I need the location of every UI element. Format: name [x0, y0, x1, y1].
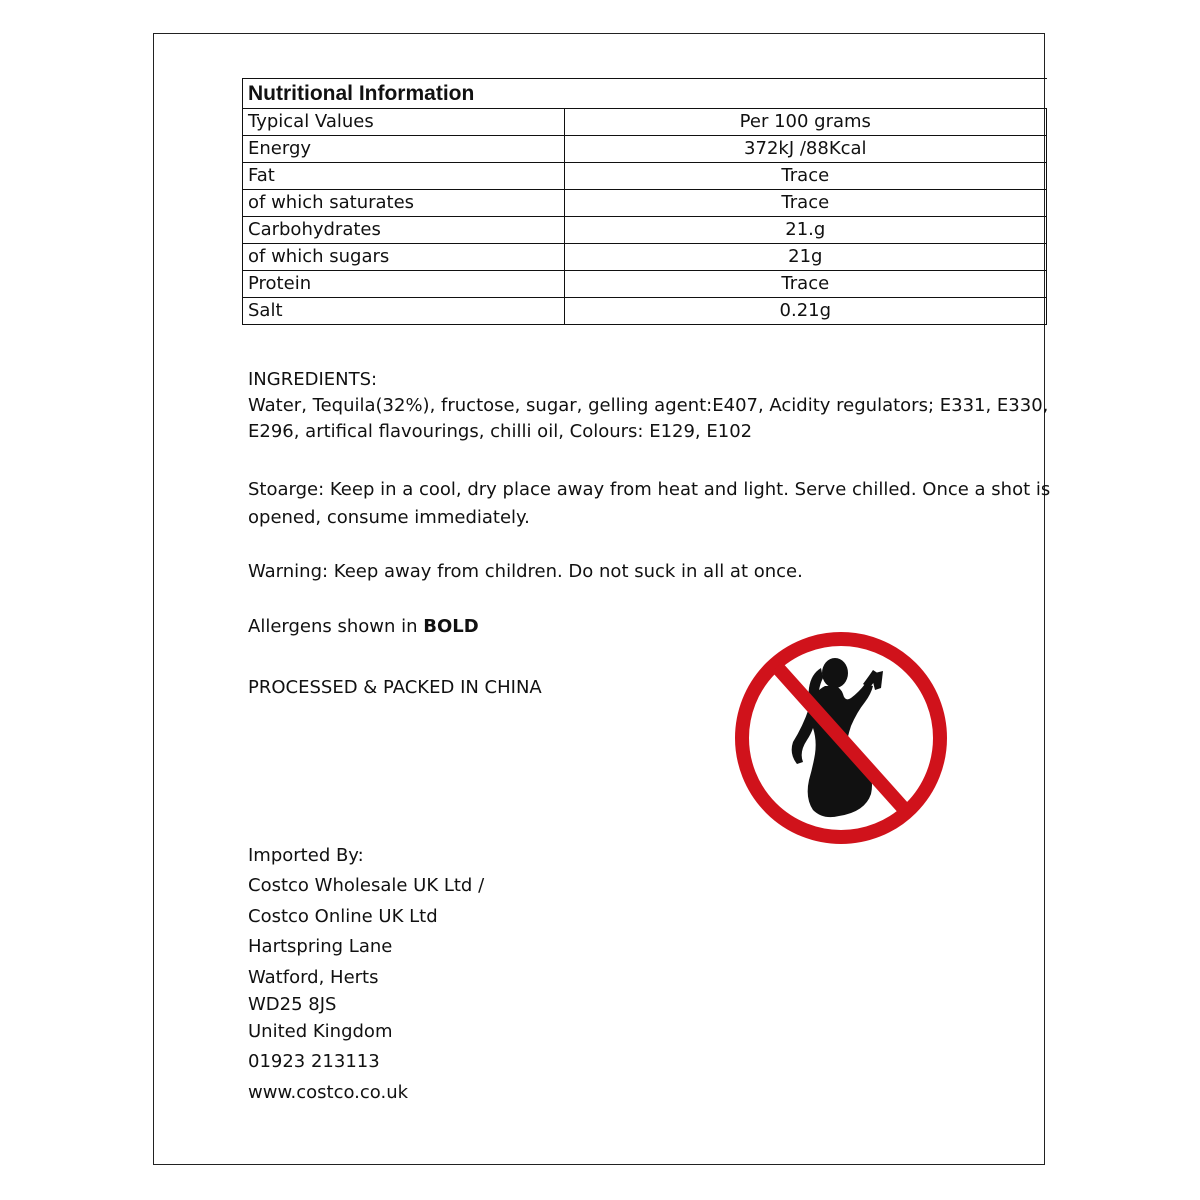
- ingredients-line: E296, artifical flavourings, chilli oil, Colours: E129, E102: [248, 421, 753, 442]
- nutrient-label: Protein: [243, 271, 565, 298]
- importer-phone: 01923 213113: [248, 1051, 380, 1072]
- nutrient-value: 21g: [564, 244, 1046, 271]
- importer-website: www.costco.co.uk: [248, 1082, 409, 1103]
- importer-postcode: WD25 8JS: [248, 994, 337, 1015]
- nutrient-value: 372kJ /88Kcal: [564, 136, 1046, 163]
- nutrient-label: of which saturates: [243, 190, 565, 217]
- table-row: [243, 136, 1047, 163]
- nutrition-title: Nutritional Information: [243, 79, 1047, 109]
- nutrient-value: Trace: [564, 271, 1046, 298]
- importer-country: United Kingdom: [248, 1021, 393, 1042]
- table-row: [243, 190, 1047, 217]
- nutrient-value: 0.21g: [564, 298, 1046, 325]
- table-row: [243, 163, 1047, 190]
- nutrient-value: Trace: [564, 190, 1046, 217]
- importer-street: Hartspring Lane: [248, 936, 393, 957]
- nutrient-label: of which sugars: [243, 244, 565, 271]
- nutrient-label: Salt: [243, 298, 565, 325]
- allergens-note: [248, 614, 479, 640]
- table-row: [243, 271, 1047, 298]
- allergens-prefix: Allergens shown in: [248, 616, 424, 637]
- importer-name: Costco Online UK Ltd: [248, 906, 438, 927]
- nutrient-value: Trace: [564, 163, 1046, 190]
- no-alcohol-during-pregnancy-icon: [733, 630, 949, 846]
- origin-text: PROCESSED & PACKED IN CHINA: [248, 677, 542, 698]
- storage-line: Stoarge: Keep in a cool, dry place away from heat and light. Serve chilled. Once a shot is: [248, 479, 1051, 500]
- nutrient-value: Per 100 grams: [564, 109, 1046, 136]
- table-row: [243, 109, 1047, 136]
- nutrient-label: Fat: [243, 163, 565, 190]
- table-row: [243, 298, 1047, 325]
- nutrient-label: Energy: [243, 136, 565, 163]
- importer-name: Costco Wholesale UK Ltd /: [248, 875, 485, 896]
- storage-line: opened, consume immediately.: [248, 507, 530, 528]
- table-row: [243, 244, 1047, 271]
- ingredients-heading: INGREDIENTS:: [248, 369, 378, 390]
- allergens-bold: BOLD: [423, 616, 479, 637]
- nutrition-table: [242, 78, 1047, 325]
- storage-block: [248, 476, 1050, 532]
- ingredients-block: [248, 367, 1048, 445]
- importer-heading: Imported By:: [248, 845, 364, 866]
- ingredients-line: Water, Tequila(32%), fructose, sugar, gelling agent:E407, Acidity regulators; E331, E330,: [248, 395, 1049, 416]
- nutrient-value: 21.g: [564, 217, 1046, 244]
- table-row: [243, 217, 1047, 244]
- nutrient-label: Typical Values: [243, 109, 565, 136]
- warning-text: Warning: Keep away from children. Do not suck in all at once.: [248, 561, 803, 582]
- nutrient-label: Carbohydrates: [243, 217, 565, 244]
- importer-town: Watford, Herts: [248, 967, 379, 988]
